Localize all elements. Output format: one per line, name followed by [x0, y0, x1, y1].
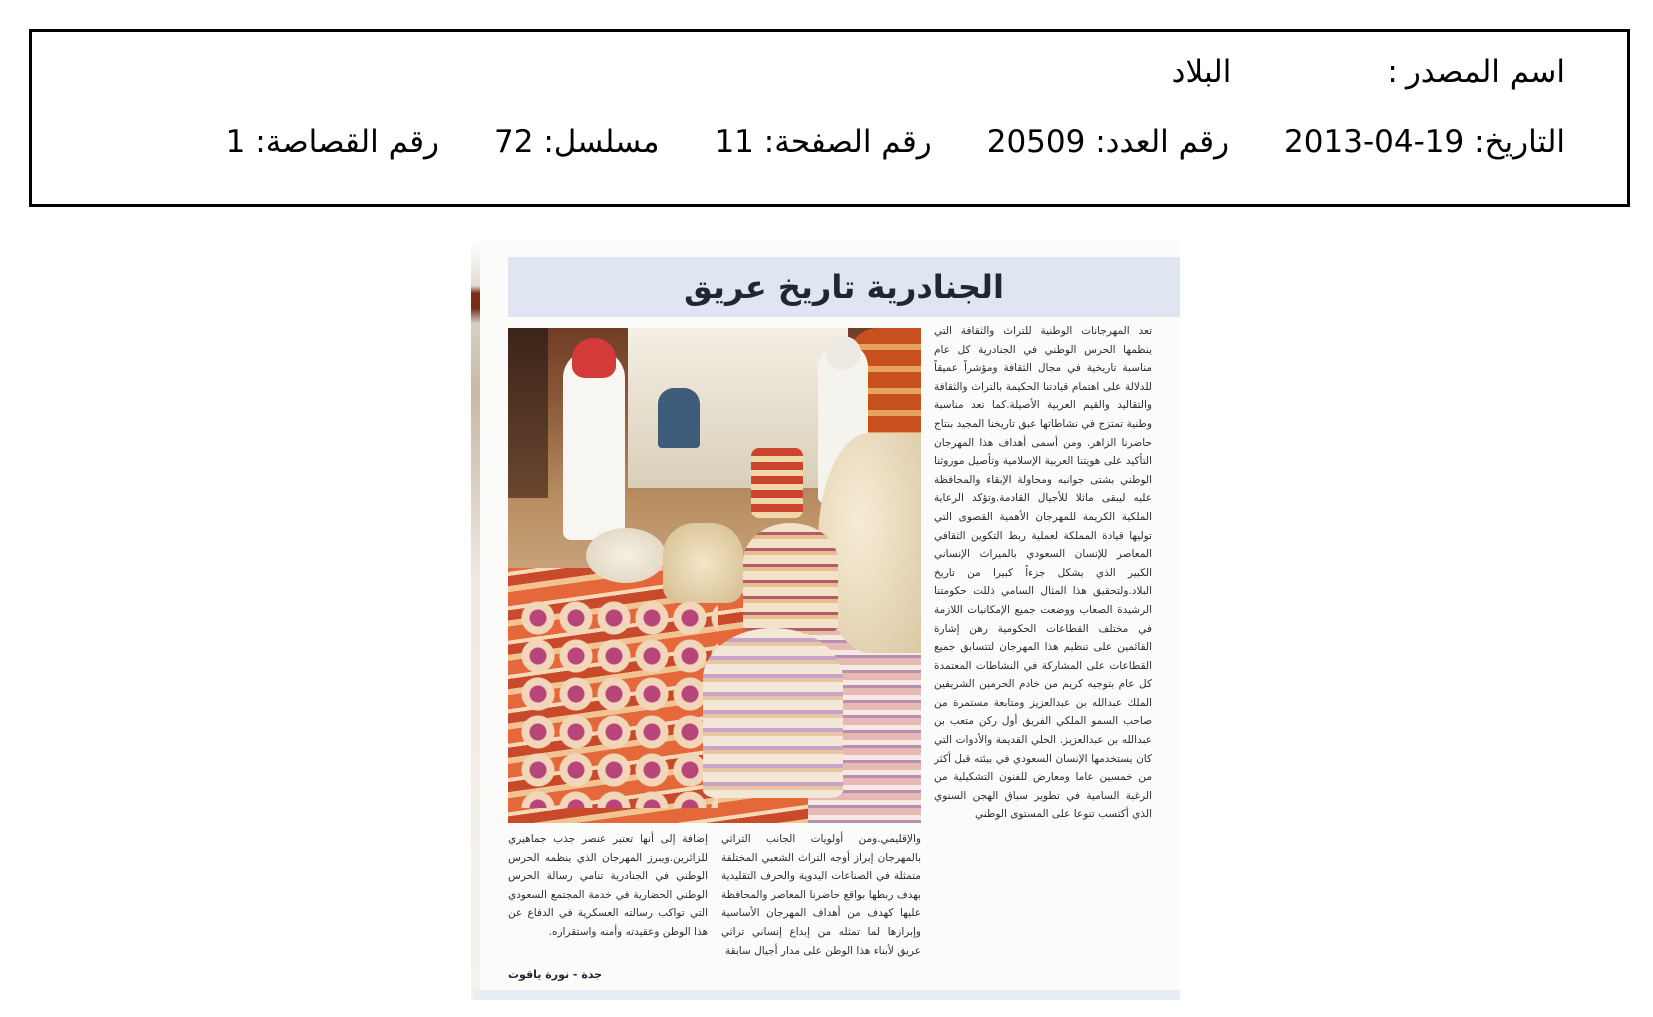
- photo-seated-person: [658, 388, 700, 448]
- photo-basket-middle: [663, 523, 743, 603]
- photo-lidded-basket-large: [703, 628, 843, 798]
- photo-man-left: [563, 350, 625, 540]
- photo-basket-left: [586, 528, 666, 583]
- issue-field: [987, 124, 1229, 160]
- clipping-bottom-strip: [474, 990, 1180, 1000]
- page-label: رقم الصفحة: [774, 124, 932, 160]
- article-photo-crafts-exhibit: [508, 328, 921, 823]
- source-value: البلاد: [1171, 54, 1232, 90]
- headline-band: [508, 257, 1180, 317]
- photo-stacked-baskets: [751, 448, 803, 518]
- date-colon: :: [1464, 124, 1485, 160]
- serial-value: 72: [494, 124, 534, 160]
- clip-number-field: [226, 124, 439, 160]
- serial-field: [494, 124, 659, 160]
- photo-man-left-headdress: [572, 338, 616, 378]
- date-field: [1284, 124, 1565, 160]
- page-value: 11: [714, 124, 754, 160]
- clip-number-value: 1: [225, 124, 246, 160]
- newspaper-clipping: [474, 240, 1180, 1000]
- date-label: التاريخ: [1484, 124, 1565, 160]
- clip-number-label: رقم القصاصة: [265, 124, 440, 160]
- article-headline: الجنادرية تاريخ عريق: [684, 268, 1004, 306]
- source-separator: :: [1387, 54, 1398, 90]
- issue-value: 20509: [986, 124, 1086, 160]
- source-row: [1172, 54, 1565, 90]
- page-colon: :: [753, 124, 775, 160]
- article-column-left: إضافة إلى أنها تعتبر عنصر جذب جماهيري للزائرين.ويبرز المهرجان الذي ينظمه الحرس الوطني في الجنادرية تنامي رسالة الحرس الوطني الحضارية في خدمة المجتمع السعودي التي تواكب رسالته العسكرية في الدفاع عن هذا الوطن وعقيدته وأمنه واستقراره.: [508, 833, 708, 938]
- clip-number-colon: :: [245, 124, 266, 160]
- photo-lidded-basket-top: [743, 523, 838, 633]
- article-column-right: تعد المهرجانات الوطنية للتراث والثقافة التي ينظمها الحرس الوطني في الجنادرية كل عام مناسبة تاريخية في مجال الثقافة ومؤشراً عميقاً للدلالة على اهتمام قيادتنا الحكيمة بالتراث والثقافة والتقاليد والقيم العربية الأصيلة.كما تعد مناسبة وطنية تمتزج في نشاطاتها عبق تاريخنا المجيد بنتاج حاضرنا الزاهر. ومن أسمى أهداف هذا المهرجان التأكيد على هويتنا العربية الإسلامية وتأصيل موروثنا الوطني بشتى جوانبه ومحاولة الإبقاء والمحافظة عليه ليبقى ماثلا للأجيال القادمة.وتؤكد الرعاية الملكية الكريمة للمهرجان الأهمية القصوى التي توليها قيادة المملكة لعملية ربط التكوين الثقافي المعاصر للإنسان السعودي بالميراث الإنساني الكبير الذي يشكل جزءاً كبيرا من تاريخ البلاد.ولتحقيق هذا المثال السامي ذللت حكومتنا الرشيدة الصعاب ووضعت جميع الإمكانيات اللازمة في مختلف القطاعات الحكومية رهن إشارة القائمين على تنظيم هذا المهرجان لتتسابق جميع القطاعات على المشاركة في النشاطات المعتمدة كل عام بتوجيه كريم من خادم الحرمين الشريفين الملك عبدالله بن عبدالعزيز ومتابعة مستمرة من صاحب السمو الملكي الفريق أول ركن متعب بن عبدالله بن عبدالعزيز. الحلي القديمة والأدوات التي كان يستخدمها الإنسان السعودي في بيئته قبل أكثر من خمسين عاما ومعارض للفنون التشكيلية من الرغبة السامية في تطوير سباق الهجن السنوي الذي أكتسب تنوعا على المستوى الوطني: [934, 325, 1152, 821]
- date-value: 2013-04-19: [1284, 124, 1465, 160]
- photo-woven-bowls: [518, 598, 718, 808]
- photo-man-right-headdress: [825, 336, 861, 370]
- details-row: [226, 124, 1565, 160]
- photo-left-wall: [508, 328, 548, 498]
- source-label: اسم المصدر: [1405, 54, 1565, 90]
- article-byline: جدة - نورة ياقوت: [508, 968, 603, 981]
- clipping-metadata-box: [29, 29, 1630, 207]
- serial-colon: :: [533, 124, 554, 160]
- issue-label: رقم العدد: [1105, 124, 1230, 160]
- page-field: [714, 124, 931, 160]
- article-column-middle: والإقليمي.ومن أولويات الجانب التراثي بالمهرجان إبراز أوجه التراث الشعبي المختلفة متمثلة في الصناعات اليدوية والحرف التقليدية بهدف ربطها بواقع حاضرنا المعاصر والمحافظة عليها كهدف من أهداف المهرجان الأساسية وإبرازها لما تمثله من إبداع إنساني تراثي عريق لأبناء هذا الوطن على مدار أجيال سابقة: [721, 833, 921, 957]
- issue-colon: :: [1085, 124, 1106, 160]
- serial-label: مسلسل: [553, 124, 660, 160]
- clipping-torn-edge: [471, 240, 480, 1000]
